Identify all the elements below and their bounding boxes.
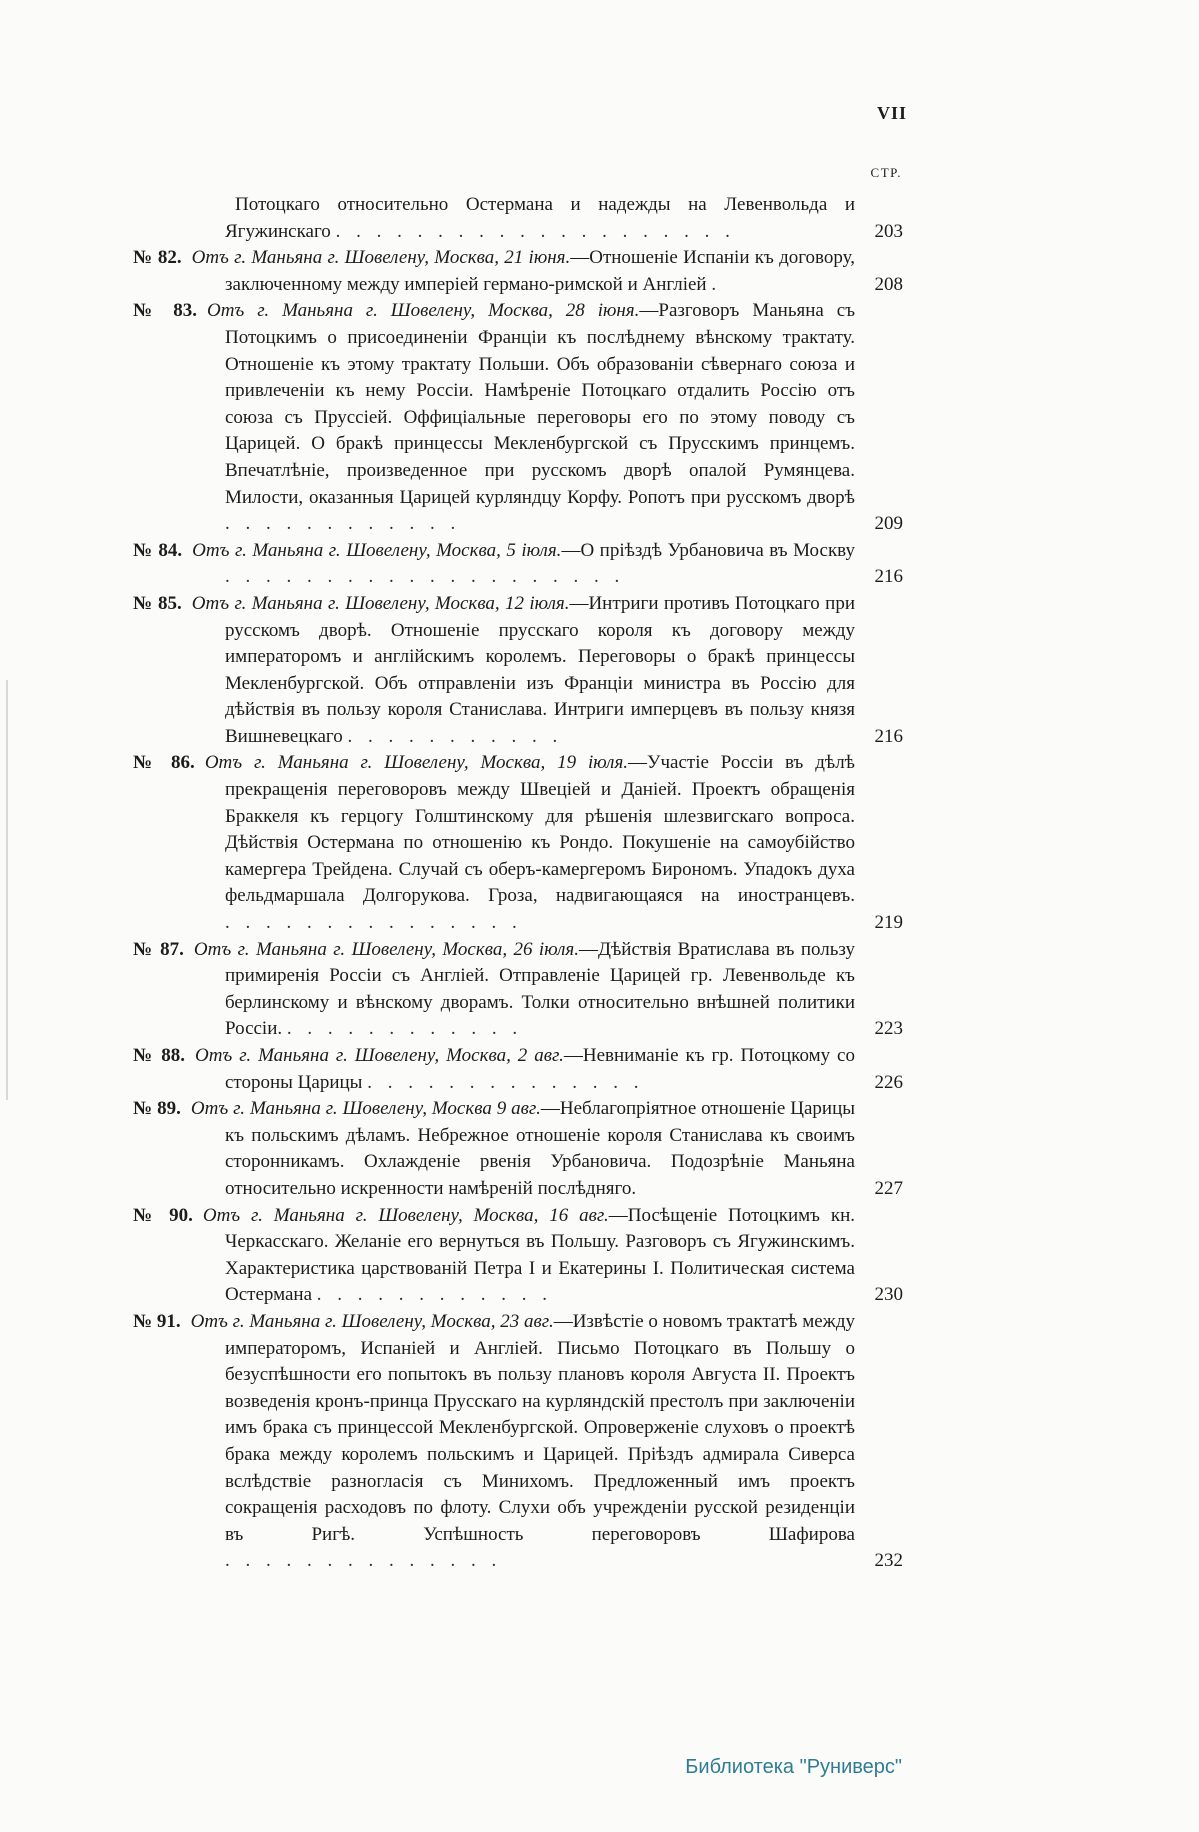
entry-description: —Отношеніе Испаніи къ договору, заключенному между имперіей германо-римской и Англіей <box>225 247 855 295</box>
entry-description: —Разговоръ Маньяна съ Потоцкимъ о присоединеніи Франціи къ послѣднему вѣнскому трактату. Отношеніе къ этому трактату Польши. Объ образованіи сѣвернаго союза и привлеченіи къ нему Россіи. Намѣреніе Потоцкаго отдалить Россію отъ союза съ Пруссіей. Оффиціальные переговоры его по этому поводу съ Царицей. О бракѣ принцессы Мекленбургской съ Прусскимъ принцемъ. Впечатлѣніе, произведенное при русскомъ дворѣ опалой Румянцева. Милости, оказанныя Царицей курляндцу Корфу. Ропотъ при русскомъ дворѣ <box>225 300 856 508</box>
entry-heading: Отъ г. Маньяна г. Шовелену, Москва, 2 авг. <box>194 1045 564 1066</box>
entry-number: № 82. <box>133 247 182 269</box>
dot-leader: . <box>711 273 717 295</box>
entry-heading: Отъ г. Маньяна г. Шовелену, Москва, 12 іюля. <box>191 592 570 614</box>
entry-page-number: 232 <box>874 1550 903 1572</box>
entry-description: —Посѣщеніе Потоцкимъ кн. Черкасскаго. Желаніе его вернуться въ Польшу. Разговоръ съ Ягужинскимъ. Характеристика царствованій Петра I и Екатерины I. Политическая система Остермана <box>225 1204 855 1306</box>
entry-heading: Отъ г. Маньяна г. Шовелену, Москва, 16 авг. <box>202 1204 609 1226</box>
entry-description: —Интриги противъ Потоцкаго при русскомъ дворѣ. Отношеніе прусскаго короля къ договору между императоромъ и англійскимъ королемъ. Переговоры о бракѣ принцессы Мекленбургской. Объ отправленіи изъ Франціи министра въ Россію для дѣйствія въ пользу короля Станислава. Интриги имперцевъ въ пользу князя Вишневецкаго <box>225 592 855 747</box>
entry-number: № 88. <box>133 1045 185 1066</box>
dot-leader: . . . . . . . . . . . . . . . <box>225 912 517 934</box>
entry-heading: Отъ г. Маньяна г. Шовелену, Москва, 23 авг. <box>190 1310 554 1332</box>
entry-page-number: 226 <box>874 1071 903 1093</box>
entry-page-number: 216 <box>874 566 903 588</box>
entry-page-number: 219 <box>874 912 903 934</box>
entry-heading: Отъ г. Маньяна г. Шовелену, Москва, 28 іюня. <box>206 300 640 322</box>
toc-entry <box>133 538 903 591</box>
toc-entry <box>133 937 903 1043</box>
entry-heading: Отъ г. Маньяна г. Шовелену, Москва 9 авг. <box>190 1098 541 1120</box>
entry-description: —Неблагопріятное отношеніе Царицы къ польскимъ дѣламъ. Небрежное отношеніе короля Станислава къ своимъ сторонникамъ. Охлажденіе рвенія Урбановича. Подозрѣніе Маньяна относительно искренности намѣреній послѣдняго. <box>225 1098 856 1199</box>
entry-number: № 89. <box>133 1098 181 1120</box>
library-watermark: Библиотека "Руниверс" <box>685 1756 902 1778</box>
scan-artifact <box>6 680 8 1100</box>
toc-entry <box>133 298 903 537</box>
toc-entry <box>133 1203 903 1309</box>
page-column-header: СТР. <box>870 165 902 180</box>
entry-heading: Отъ г. Маньяна г. Шовелену, Москва, 19 іюля. <box>204 752 629 774</box>
entry-number: № 85. <box>133 592 182 614</box>
entry-description: —О пріѣздѣ Урбановича въ Москву <box>561 539 856 561</box>
toc-entry <box>133 245 903 298</box>
entry-heading: Отъ г. Маньяна г. Шовелену, Москва, 26 іюля. <box>193 938 580 960</box>
dot-leader: . . . . . . . . . . . . <box>286 1018 518 1040</box>
entry-number: № 84. <box>133 539 183 561</box>
entry-heading: Отъ г. Маньяна г. Шовелену, Москва, 21 іюня. <box>191 247 571 269</box>
toc-entry <box>133 750 903 936</box>
toc-entry <box>133 192 903 245</box>
toc-entry <box>133 1309 903 1575</box>
entry-description: —Невниманіе къ гр. Потоцкому со стороны Царицы <box>225 1045 855 1093</box>
entry-page-number: 223 <box>874 1018 903 1040</box>
toc-entry <box>133 1096 903 1202</box>
dot-leader: . . . . . . . . . . . . . . . . . . . . <box>335 220 730 242</box>
entry-page-number: 216 <box>874 725 903 747</box>
entry-page-number: 230 <box>874 1284 903 1306</box>
dot-leader: . . . . . . . . . . . . . . <box>225 1550 497 1572</box>
entry-number: № 86. <box>133 752 195 774</box>
entry-description: —Дѣйствія Вратислава въ пользу примиренія Россіи съ Англіей. Отправленіе Царицей гр. Левенвольде къ берлинскому и вѣнскому дворамъ. Толки относительно внѣшней политики Россіи. <box>225 938 855 1040</box>
entry-number: № 91. <box>133 1310 181 1332</box>
page-folio: VII <box>876 103 907 123</box>
entry-number: № 90. <box>133 1204 193 1226</box>
entry-page-number: 203 <box>874 220 903 242</box>
dot-leader: . . . . . . . . . . . . <box>225 513 456 535</box>
toc-entry <box>133 1043 903 1096</box>
dot-leader: . . . . . . . . . . . . . . <box>367 1071 639 1093</box>
entry-number: № 83. <box>133 300 197 322</box>
table-of-contents <box>133 192 903 1575</box>
dot-leader: . . . . . . . . . . . . . . . . . . . . <box>225 566 620 588</box>
entry-page-number: 209 <box>874 513 903 535</box>
entry-description: —Участіе Россіи въ дѣлѣ прекращенія переговоровъ между Швеціей и Даніей. Проектъ обращенія Браккеля къ герцогу Голштинскому для рѣшенія шлезвигскаго вопроса. Дѣйствія Остермана по отношенію къ Рондо. Покушеніе на самоубійство камергера Трейдена. Случай съ оберъ-камергеромъ Бирономъ. Упадокъ духа фельдмаршала Долгорукова. Гроза, надвигающаяся на иностранцевъ. <box>225 752 855 907</box>
entry-description: —Извѣстіе о новомъ трактатѣ между императоромъ, Испаніей и Англіей. Письмо Потоцкаго въ Польшу о безуспѣшности его попытокъ въ пользу плановъ короля Августа II. Проектъ возведенія кронъ-принца Прусскаго на курляндскій престолъ при заключеніи имъ брака съ принцессой Мекленбургской. Опроверженіе слуховъ о проектѣ брака между королемъ польскимъ и Царицей. Пріѣздъ адмирала Сиверса вслѣдствіе разногласія съ Минихомъ. Предложенный имъ проектъ сокращенія расходовъ по флоту. Слухи объ учрежденіи русской резиденціи въ Ригѣ. Успѣшность переговоровъ Шафирова <box>225 1310 855 1545</box>
entry-page-number: 208 <box>874 273 903 295</box>
entry-description: Потоцкаго относительно Остермана и надежды на Левенвольда и Ягужинскаго <box>225 194 855 242</box>
entry-page-number: 227 <box>874 1177 903 1199</box>
entry-number: № 87. <box>133 938 184 960</box>
toc-entry <box>133 591 903 751</box>
entry-heading: Отъ г. Маньяна г. Шовелену, Москва, 5 іюля. <box>192 539 562 561</box>
dot-leader: . . . . . . . . . . . . <box>316 1284 548 1306</box>
dot-leader: . . . . . . . . . . . <box>347 725 558 747</box>
